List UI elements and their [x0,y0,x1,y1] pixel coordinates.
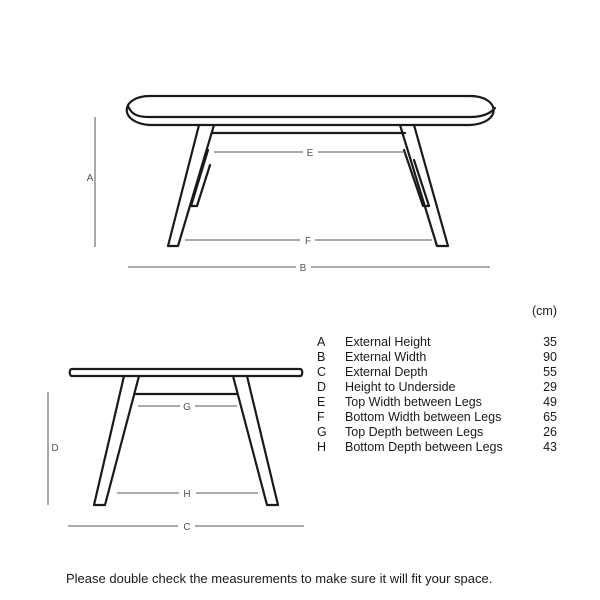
side-view [87,96,495,274]
end-right-leg [233,376,278,505]
side-left-leg [168,125,214,246]
end-tabletop [70,369,303,376]
dim-label-a: A [86,173,94,184]
dim-label-b: B [299,263,307,274]
legend-row [317,410,557,425]
unit-label: (cm) [532,304,557,318]
dim-label-f: F [304,236,312,247]
dim-label-e: E [306,148,314,159]
legend-label: Bottom Width between Legs [345,410,502,424]
legend-code: G [317,425,327,439]
legend-value: 65 [543,410,557,424]
legend-value: 49 [543,395,557,409]
side-left-back-leg [191,150,210,206]
legend-code: H [317,440,327,454]
dim-label-d: D [51,443,59,454]
side-right-leg [400,125,448,246]
legend-value: 55 [543,365,557,379]
legend-code: E [317,395,326,409]
legend-code: A [317,335,326,349]
legend-value: 90 [543,350,557,364]
legend-label: External Depth [345,365,428,379]
legend-value: 35 [543,335,557,349]
legend-row [317,365,557,380]
legend-code: F [317,410,325,424]
legend-label: External Height [345,335,431,349]
legend-row [317,425,557,440]
legend-label: Height to Underside [345,380,456,394]
legend-row [317,440,557,455]
legend-label: Top Depth between Legs [345,425,484,439]
fit-note: Please double check the measurements to make sure it will fit your space. [66,571,493,586]
legend-label: External Width [345,350,427,364]
side-tabletop [127,96,494,125]
legend-row [317,395,557,410]
dimensions-legend [317,304,557,455]
dim-label-h: H [183,489,191,500]
dim-label-c: C [183,522,191,533]
legend-code: D [317,380,327,394]
side-tabletop-edge [128,106,495,117]
legend-label: Bottom Depth between Legs [345,440,503,454]
legend-label: Top Width between Legs [345,395,482,409]
legend-code: C [317,365,327,379]
legend-row [317,350,557,365]
legend-code: B [317,350,326,364]
legend-value: 43 [543,440,557,454]
end-view [48,369,304,533]
legend-row [317,335,557,350]
dim-label-g: G [183,402,191,413]
legend-row [317,380,557,395]
end-left-leg [94,376,139,505]
legend-value: 29 [543,380,557,394]
legend-value: 26 [543,425,557,439]
